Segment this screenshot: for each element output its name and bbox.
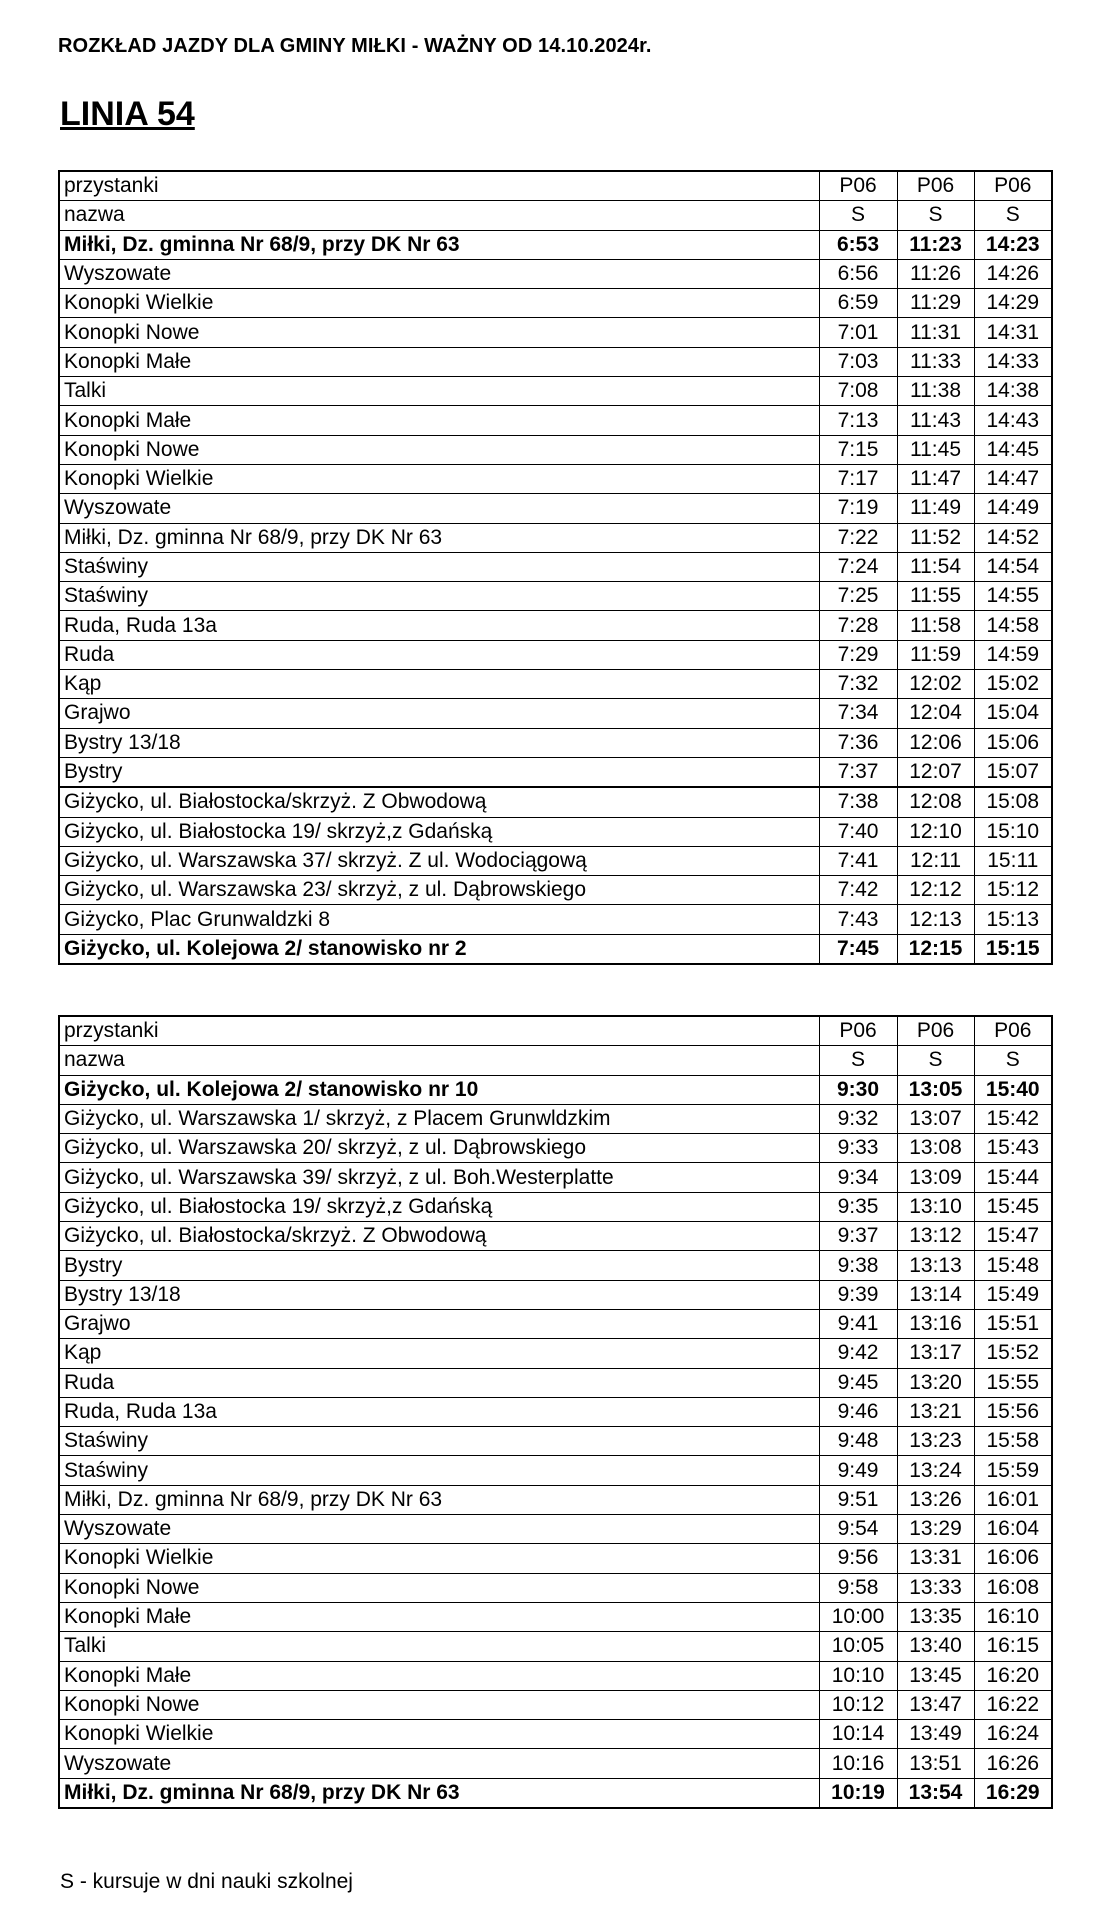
table-row xyxy=(59,905,1052,934)
departure-time: 13:35 xyxy=(897,1602,974,1631)
departure-time: 11:45 xyxy=(897,435,974,464)
departure-time: 7:34 xyxy=(819,699,897,728)
table-row xyxy=(59,846,1052,875)
stop-name: Giżycko, ul. Białostocka 19/ skrzyż,z Gdańską xyxy=(59,1192,819,1221)
departure-time: 9:33 xyxy=(819,1134,897,1163)
stop-name: Giżycko, ul. Białostocka/skrzyż. Z Obwodową xyxy=(59,1222,819,1251)
departure-time: 13:49 xyxy=(897,1720,974,1749)
departure-time: 15:56 xyxy=(974,1397,1052,1426)
table-row xyxy=(59,464,1052,493)
departure-time: 13:21 xyxy=(897,1397,974,1426)
departure-time: 12:15 xyxy=(897,934,974,964)
departure-time: 7:38 xyxy=(819,787,897,817)
stop-name: Konopki Wielkie xyxy=(59,464,819,493)
departure-time: 6:56 xyxy=(819,259,897,288)
departure-time: 9:54 xyxy=(819,1515,897,1544)
departure-time: 14:54 xyxy=(974,552,1052,581)
departure-time: 15:45 xyxy=(974,1192,1052,1221)
departure-time: 7:32 xyxy=(819,670,897,699)
stop-name: Giżycko, Plac Grunwaldzki 8 xyxy=(59,905,819,934)
table-row xyxy=(59,670,1052,699)
departure-time: 13:31 xyxy=(897,1544,974,1573)
departure-time: 13:51 xyxy=(897,1749,974,1778)
departure-time: 11:58 xyxy=(897,611,974,640)
table-row xyxy=(59,1602,1052,1631)
departure-time: 16:01 xyxy=(974,1485,1052,1514)
departure-time: 11:38 xyxy=(897,377,974,406)
stop-name: Giżycko, ul. Białostocka/skrzyż. Z Obwodową xyxy=(59,787,819,817)
departure-time: 7:42 xyxy=(819,876,897,905)
departure-time: 15:15 xyxy=(974,934,1052,964)
table-row xyxy=(59,1309,1052,1338)
stop-name: Wyszowate xyxy=(59,1749,819,1778)
departure-time: 11:55 xyxy=(897,582,974,611)
departure-time: 10:00 xyxy=(819,1602,897,1631)
departure-time: 13:23 xyxy=(897,1427,974,1456)
departure-time: 7:17 xyxy=(819,464,897,493)
timetable-outbound xyxy=(58,170,1053,965)
table-row xyxy=(59,1632,1052,1661)
departure-time: 12:13 xyxy=(897,905,974,934)
trip-type: S xyxy=(819,201,897,230)
table-row xyxy=(59,259,1052,288)
departure-time: 15:48 xyxy=(974,1251,1052,1280)
departure-time: 9:34 xyxy=(819,1163,897,1192)
departure-time: 7:25 xyxy=(819,582,897,611)
departure-time: 16:10 xyxy=(974,1602,1052,1631)
departure-time: 12:02 xyxy=(897,670,974,699)
departure-time: 15:04 xyxy=(974,699,1052,728)
table-row xyxy=(59,1515,1052,1544)
stop-name: Ruda xyxy=(59,1368,819,1397)
departure-time: 11:47 xyxy=(897,464,974,493)
departure-time: 6:53 xyxy=(819,230,897,259)
table-row xyxy=(59,1749,1052,1778)
departure-time: 15:55 xyxy=(974,1368,1052,1397)
departure-time: 7:13 xyxy=(819,406,897,435)
departure-time: 13:10 xyxy=(897,1192,974,1221)
departure-time: 16:08 xyxy=(974,1573,1052,1602)
route-code: P06 xyxy=(897,1016,974,1046)
departure-time: 9:35 xyxy=(819,1192,897,1221)
stop-name: Giżycko, ul. Warszawska 1/ skrzyż, z Placem Grunwldzkim xyxy=(59,1104,819,1133)
departure-time: 9:39 xyxy=(819,1280,897,1309)
table-row xyxy=(59,1104,1052,1133)
table-row xyxy=(59,934,1052,964)
departure-time: 12:04 xyxy=(897,699,974,728)
departure-time: 14:23 xyxy=(974,230,1052,259)
departure-time: 7:22 xyxy=(819,523,897,552)
table-row xyxy=(59,1192,1052,1221)
departure-time: 13:08 xyxy=(897,1134,974,1163)
table-row xyxy=(59,640,1052,669)
departure-time: 14:49 xyxy=(974,494,1052,523)
route-code: P06 xyxy=(974,1016,1052,1046)
departure-time: 13:33 xyxy=(897,1573,974,1602)
departure-time: 11:43 xyxy=(897,406,974,435)
departure-time: 10:14 xyxy=(819,1720,897,1749)
departure-time: 11:26 xyxy=(897,259,974,288)
stop-name: Konopki Małe xyxy=(59,1661,819,1690)
stop-name: Kąp xyxy=(59,670,819,699)
table-row xyxy=(59,699,1052,728)
table-row xyxy=(59,289,1052,318)
departure-time: 13:54 xyxy=(897,1778,974,1808)
departure-time: 13:12 xyxy=(897,1222,974,1251)
departure-time: 13:45 xyxy=(897,1661,974,1690)
departure-time: 9:32 xyxy=(819,1104,897,1133)
stop-name: Bystry 13/18 xyxy=(59,728,819,757)
table-row xyxy=(59,1251,1052,1280)
stop-name: Wyszowate xyxy=(59,494,819,523)
departure-time: 7:15 xyxy=(819,435,897,464)
table-row xyxy=(59,1427,1052,1456)
departure-time: 10:19 xyxy=(819,1778,897,1808)
departure-time: 11:52 xyxy=(897,523,974,552)
stop-name: Grajwo xyxy=(59,1309,819,1338)
departure-time: 14:26 xyxy=(974,259,1052,288)
table-row xyxy=(59,1075,1052,1104)
departure-time: 13:14 xyxy=(897,1280,974,1309)
stop-name: Konopki Małe xyxy=(59,347,819,376)
departure-time: 15:07 xyxy=(974,757,1052,787)
table-row xyxy=(59,817,1052,846)
table-row xyxy=(59,494,1052,523)
departure-time: 9:42 xyxy=(819,1339,897,1368)
table-row xyxy=(59,1456,1052,1485)
departure-time: 13:47 xyxy=(897,1690,974,1719)
departure-time: 14:43 xyxy=(974,406,1052,435)
table-row xyxy=(59,1134,1052,1163)
departure-time: 14:47 xyxy=(974,464,1052,493)
departure-time: 7:41 xyxy=(819,846,897,875)
table-row xyxy=(59,611,1052,640)
stop-name: Konopki Nowe xyxy=(59,1690,819,1719)
departure-time: 16:04 xyxy=(974,1515,1052,1544)
stop-name: Konopki Wielkie xyxy=(59,1720,819,1749)
table-row xyxy=(59,757,1052,787)
table-row xyxy=(59,1163,1052,1192)
stop-name: Konopki Wielkie xyxy=(59,289,819,318)
departure-time: 9:51 xyxy=(819,1485,897,1514)
stop-name: Ruda xyxy=(59,640,819,669)
departure-time: 15:47 xyxy=(974,1222,1052,1251)
header-row-codes xyxy=(59,1016,1052,1046)
table-row xyxy=(59,1485,1052,1514)
table-row xyxy=(59,1397,1052,1426)
stop-name: Grajwo xyxy=(59,699,819,728)
stop-name: Kąp xyxy=(59,1339,819,1368)
departure-time: 9:48 xyxy=(819,1427,897,1456)
footnote: S - kursuje w dni nauki szkolnej xyxy=(60,1870,353,1893)
departure-time: 14:58 xyxy=(974,611,1052,640)
departure-time: 15:12 xyxy=(974,876,1052,905)
table-row xyxy=(59,230,1052,259)
departure-time: 14:59 xyxy=(974,640,1052,669)
table-row xyxy=(59,318,1052,347)
departure-time: 9:45 xyxy=(819,1368,897,1397)
departure-time: 15:42 xyxy=(974,1104,1052,1133)
departure-time: 7:40 xyxy=(819,817,897,846)
departure-time: 9:30 xyxy=(819,1075,897,1104)
table-row xyxy=(59,1222,1052,1251)
table-row xyxy=(59,728,1052,757)
departure-time: 14:38 xyxy=(974,377,1052,406)
departure-time: 14:31 xyxy=(974,318,1052,347)
departure-time: 15:51 xyxy=(974,1309,1052,1338)
table-row xyxy=(59,406,1052,435)
departure-time: 7:37 xyxy=(819,757,897,787)
departure-time: 16:06 xyxy=(974,1544,1052,1573)
table-row xyxy=(59,523,1052,552)
departure-time: 15:06 xyxy=(974,728,1052,757)
line-title: LINIA 54 xyxy=(60,95,195,133)
departure-time: 7:19 xyxy=(819,494,897,523)
route-code: P06 xyxy=(897,171,974,201)
departure-time: 12:07 xyxy=(897,757,974,787)
departure-time: 9:37 xyxy=(819,1222,897,1251)
departure-time: 15:49 xyxy=(974,1280,1052,1309)
table-row xyxy=(59,1544,1052,1573)
departure-time: 7:43 xyxy=(819,905,897,934)
table-row xyxy=(59,1573,1052,1602)
departure-time: 16:20 xyxy=(974,1661,1052,1690)
column-header-name: nazwa xyxy=(59,1046,819,1075)
departure-time: 15:52 xyxy=(974,1339,1052,1368)
stop-name: Ruda, Ruda 13a xyxy=(59,1397,819,1426)
departure-time: 13:13 xyxy=(897,1251,974,1280)
departure-time: 13:20 xyxy=(897,1368,974,1397)
stop-name: Staświny xyxy=(59,582,819,611)
departure-time: 12:08 xyxy=(897,787,974,817)
departure-time: 14:33 xyxy=(974,347,1052,376)
stop-name: Giżycko, ul. Białostocka 19/ skrzyż,z Gdańską xyxy=(59,817,819,846)
departure-time: 13:07 xyxy=(897,1104,974,1133)
departure-time: 10:12 xyxy=(819,1690,897,1719)
table-row xyxy=(59,1690,1052,1719)
departure-time: 13:40 xyxy=(897,1632,974,1661)
departure-time: 11:33 xyxy=(897,347,974,376)
stop-name: Staświny xyxy=(59,1427,819,1456)
departure-time: 11:31 xyxy=(897,318,974,347)
departure-time: 10:16 xyxy=(819,1749,897,1778)
stop-name: Talki xyxy=(59,377,819,406)
departure-time: 9:56 xyxy=(819,1544,897,1573)
departure-time: 12:06 xyxy=(897,728,974,757)
departure-time: 13:09 xyxy=(897,1163,974,1192)
departure-time: 11:23 xyxy=(897,230,974,259)
stop-name: Konopki Nowe xyxy=(59,1573,819,1602)
route-code: P06 xyxy=(974,171,1052,201)
departure-time: 11:54 xyxy=(897,552,974,581)
header-row-types xyxy=(59,201,1052,230)
departure-time: 15:58 xyxy=(974,1427,1052,1456)
departure-time: 7:29 xyxy=(819,640,897,669)
stop-name: Bystry 13/18 xyxy=(59,1280,819,1309)
departure-time: 9:58 xyxy=(819,1573,897,1602)
departure-time: 13:16 xyxy=(897,1309,974,1338)
departure-time: 14:45 xyxy=(974,435,1052,464)
column-header-stops: przystanki xyxy=(59,1016,819,1046)
stop-name: Giżycko, ul. Warszawska 23/ skrzyż, z ul. Dąbrowskiego xyxy=(59,876,819,905)
departure-time: 13:29 xyxy=(897,1515,974,1544)
route-code: P06 xyxy=(819,171,897,201)
stop-name: Bystry xyxy=(59,757,819,787)
stop-name: Giżycko, ul. Warszawska 39/ skrzyż, z ul. Boh.Westerplatte xyxy=(59,1163,819,1192)
departure-time: 7:01 xyxy=(819,318,897,347)
table-row xyxy=(59,1661,1052,1690)
departure-time: 7:45 xyxy=(819,934,897,964)
departure-time: 12:12 xyxy=(897,876,974,905)
departure-time: 15:10 xyxy=(974,817,1052,846)
departure-time: 15:40 xyxy=(974,1075,1052,1104)
stop-name: Bystry xyxy=(59,1251,819,1280)
departure-time: 11:29 xyxy=(897,289,974,318)
trip-type: S xyxy=(897,1046,974,1075)
table-row xyxy=(59,347,1052,376)
departure-time: 13:05 xyxy=(897,1075,974,1104)
departure-time: 7:36 xyxy=(819,728,897,757)
departure-time: 16:26 xyxy=(974,1749,1052,1778)
stop-name: Konopki Wielkie xyxy=(59,1544,819,1573)
departure-time: 14:52 xyxy=(974,523,1052,552)
departure-time: 10:10 xyxy=(819,1661,897,1690)
departure-time: 7:24 xyxy=(819,552,897,581)
document-header: ROZKŁAD JAZDY DLA GMINY MIŁKI - WAŻNY OD 14.10.2024r. xyxy=(58,35,652,57)
route-code: P06 xyxy=(819,1016,897,1046)
table-row xyxy=(59,1368,1052,1397)
stop-name: Giżycko, ul. Warszawska 37/ skrzyż. Z ul. Wodociągową xyxy=(59,846,819,875)
stop-name: Miłki, Dz. gminna Nr 68/9, przy DK Nr 63 xyxy=(59,1485,819,1514)
header-row-codes xyxy=(59,171,1052,201)
table-row xyxy=(59,876,1052,905)
stop-name: Wyszowate xyxy=(59,1515,819,1544)
departure-time: 15:59 xyxy=(974,1456,1052,1485)
departure-time: 14:29 xyxy=(974,289,1052,318)
departure-time: 10:05 xyxy=(819,1632,897,1661)
stop-name: Talki xyxy=(59,1632,819,1661)
departure-time: 16:22 xyxy=(974,1690,1052,1719)
stop-name: Staświny xyxy=(59,552,819,581)
departure-time: 15:44 xyxy=(974,1163,1052,1192)
stop-name: Konopki Nowe xyxy=(59,318,819,347)
departure-time: 9:49 xyxy=(819,1456,897,1485)
table-row xyxy=(59,552,1052,581)
stop-name: Miłki, Dz. gminna Nr 68/9, przy DK Nr 63 xyxy=(59,523,819,552)
trip-type: S xyxy=(897,201,974,230)
departure-time: 13:17 xyxy=(897,1339,974,1368)
table-row xyxy=(59,1778,1052,1808)
stop-name: Wyszowate xyxy=(59,259,819,288)
table-row xyxy=(59,1339,1052,1368)
departure-time: 13:24 xyxy=(897,1456,974,1485)
stop-name: Konopki Małe xyxy=(59,406,819,435)
departure-time: 15:08 xyxy=(974,787,1052,817)
departure-time: 11:49 xyxy=(897,494,974,523)
departure-time: 16:29 xyxy=(974,1778,1052,1808)
departure-time: 15:43 xyxy=(974,1134,1052,1163)
stop-name: Miłki, Dz. gminna Nr 68/9, przy DK Nr 63 xyxy=(59,230,819,259)
departure-time: 7:28 xyxy=(819,611,897,640)
departure-time: 12:11 xyxy=(897,846,974,875)
departure-time: 9:46 xyxy=(819,1397,897,1426)
departure-time: 6:59 xyxy=(819,289,897,318)
stop-name: Staświny xyxy=(59,1456,819,1485)
table-row xyxy=(59,377,1052,406)
departure-time: 13:26 xyxy=(897,1485,974,1514)
departure-time: 7:03 xyxy=(819,347,897,376)
departure-time: 16:24 xyxy=(974,1720,1052,1749)
trip-type: S xyxy=(819,1046,897,1075)
table-row xyxy=(59,1280,1052,1309)
trip-type: S xyxy=(974,201,1052,230)
header-row-types xyxy=(59,1046,1052,1075)
stop-name: Giżycko, ul. Kolejowa 2/ stanowisko nr 2 xyxy=(59,934,819,964)
column-header-name: nazwa xyxy=(59,201,819,230)
stop-name: Konopki Małe xyxy=(59,1602,819,1631)
departure-time: 15:13 xyxy=(974,905,1052,934)
departure-time: 11:59 xyxy=(897,640,974,669)
stop-name: Miłki, Dz. gminna Nr 68/9, przy DK Nr 63 xyxy=(59,1778,819,1808)
stop-name: Ruda, Ruda 13a xyxy=(59,611,819,640)
table-row xyxy=(59,435,1052,464)
column-header-stops: przystanki xyxy=(59,171,819,201)
table-row xyxy=(59,1720,1052,1749)
timetable-return xyxy=(58,1015,1053,1809)
departure-time: 9:41 xyxy=(819,1309,897,1338)
stop-name: Giżycko, ul. Warszawska 20/ skrzyż, z ul. Dąbrowskiego xyxy=(59,1134,819,1163)
stop-name: Giżycko, ul. Kolejowa 2/ stanowisko nr 10 xyxy=(59,1075,819,1104)
departure-time: 15:11 xyxy=(974,846,1052,875)
trip-type: S xyxy=(974,1046,1052,1075)
departure-time: 14:55 xyxy=(974,582,1052,611)
departure-time: 9:38 xyxy=(819,1251,897,1280)
table-row xyxy=(59,787,1052,817)
departure-time: 12:10 xyxy=(897,817,974,846)
departure-time: 15:02 xyxy=(974,670,1052,699)
departure-time: 7:08 xyxy=(819,377,897,406)
departure-time: 16:15 xyxy=(974,1632,1052,1661)
stop-name: Konopki Nowe xyxy=(59,435,819,464)
table-row xyxy=(59,582,1052,611)
